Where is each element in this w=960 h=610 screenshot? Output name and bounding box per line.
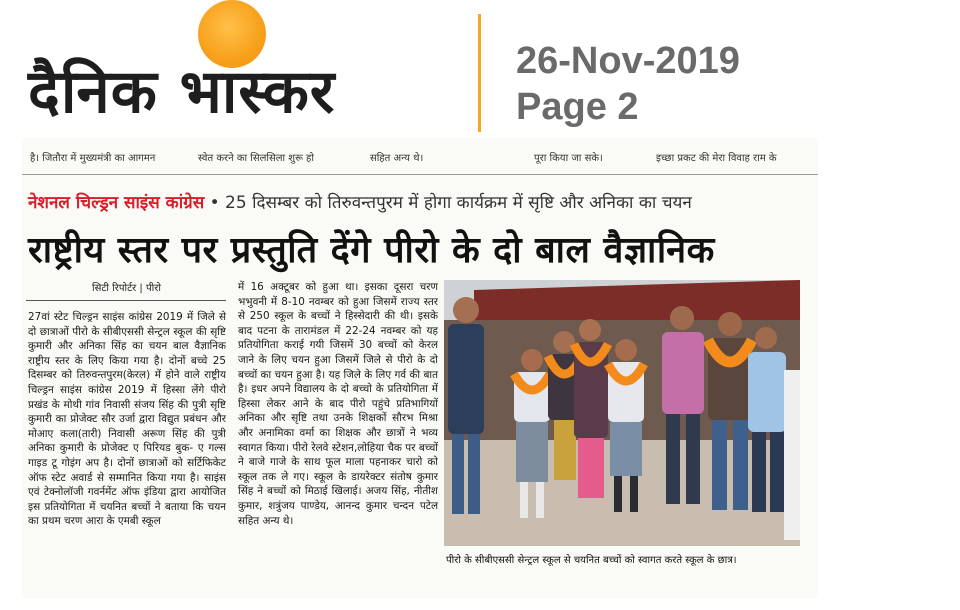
byline-rule: [26, 300, 226, 301]
kicker-subtitle: • 25 दिसम्बर को तिरुवन्तपुरम में होगा कार्यक्रम में सृष्टि और अनिका का चयन: [209, 193, 692, 213]
strip-fragment: पूरा किया जा सके।: [534, 153, 603, 164]
strip-fragment: है। जितौरा में मुख्यमंत्री का आगमन: [30, 153, 156, 164]
person-figure: [574, 319, 608, 498]
kicker-label: नेशनल चिल्ड्रन साइंस कांग्रेस: [28, 193, 205, 213]
article-kicker: [28, 190, 692, 213]
edition-date: 26-Nov-2019: [516, 40, 740, 82]
previous-article-strip: [22, 146, 818, 170]
section-divider: [22, 174, 818, 175]
strip-fragment: सहित अन्य थे।: [370, 153, 424, 164]
article-column-1: 27वां स्टेट चिल्ड्रन साइंस कांग्रेस 2019 में जिले से दो छात्राओं पीरो के सीबीएससी सेन्ट्रल स्कूल की सृष्टि कुमारी और अनिका सिंह का चयन बाल वैज्ञानिक राष्ट्रीय स्तर के लिए किया गया है। दोनों बच्चे 25 दिसम्बर को तिरुवन्तपुरम(केरल) में होने वाले राष्ट्रीय चिल्ड्रन साइंस कांग्रेस 2019 में हिस्सा लेंगे पीरो प्रखंड के मोथी गांव निवासी संजय सिंह की पुत्री सृष्टि कुमारी का प्रोजेक्ट सौर उर्जा द्वारा विद्युत प्रबंधन और मोआए कला(तारी) निवासी अरूण सिंह की पुत्री अनिका कुमारी के प्रोजेक्ट ए पिरियड बुक- ए गल्स गाइड टू गोइंग अप है। दोनों छात्राओं को सर्टिफिकेट ऑफ स्टेट अवार्ड से सम्मानित किया गया है। साइंस एवं टेक्नोलॉजी गवर्नमेंट ऑफ इंडिया द्वारा आयोजित इस प्रतियोगिता में चयनित बच्चों ने बताया कि चयन का प्रथम चरण आरा के एमबी स्कूल: [28, 311, 226, 528]
newspaper-clipping: [22, 138, 818, 598]
masthead: [0, 0, 960, 140]
article-headline: राष्ट्रीय स्तर पर प्रस्तुति देंगे पीरो के दो बाल वैज्ञानिक: [28, 230, 715, 271]
strip-fragment: इच्छा प्रकट की मेरा विवाह राम के: [656, 153, 777, 164]
masthead-divider: [478, 14, 481, 132]
article-column-2: में 16 अक्टूबर को हुआ था। इसका दूसरा चरण भभुवनी में 8-10 नवम्बर को हुआ जिसमें राज्य स्तर से 250 स्कूल के बच्चों ने हिस्सेदारी की थी। इसके बाद पटना के तारामंडल में 22-24 नवम्बर को यह प्रतियोगिता कराई गयी जिसमें 30 बच्चों को केरल जाने के लिए चयन हुआ जिसमें जिले से पीरो के दो बच्चों का चयन हुआ है। यह जिले के लिए गर्व की बात है। इधर अपने विद्यालय के दो बच्चो के प्रतियोगिता में हिस्सा लेकर आने के बाद पीरो पहुंचे प्रतिभागियों अनिका और सृष्टि तथा उनके शिक्षकों सौरभ मिश्रा और अनामिका वर्मा का शिक्षक और छात्रों ने भव्य स्वागत किया। पीरो रेलवे स्टेशन,लोहिया चैक पर बच्चों ने बाजे गाजे के साथ फूल माला पहनाकर चारो को स्कूल तक ले गए। स्कूल के डायरेक्टर संतोष कुमार सिंह ने बच्चों को मिठाई खिलाई। अजय सिंह, नीतीश कुमार, शत्रुंजय पाण्डेय, आनन्द कुमार चन्दन पटेल सहित अन्य थे।: [238, 281, 438, 527]
person-figure: [784, 370, 800, 540]
strip-fragment: स्वेत करने का सिलसिला शुरू हो: [198, 153, 314, 164]
newspaper-logo: दैनिक भास्कर: [28, 57, 336, 127]
article-byline: सिटी रिपोर्टर | पीरो: [92, 283, 161, 294]
article-photo: [444, 280, 800, 546]
students-group-photo: [444, 280, 800, 546]
photo-caption: पीरो के सीबीएससी सेन्ट्रल स्कूल से चयनित बच्चों को स्वागत करते स्कूल के छात्र।: [446, 555, 737, 566]
page-number: Page 2: [516, 86, 639, 128]
